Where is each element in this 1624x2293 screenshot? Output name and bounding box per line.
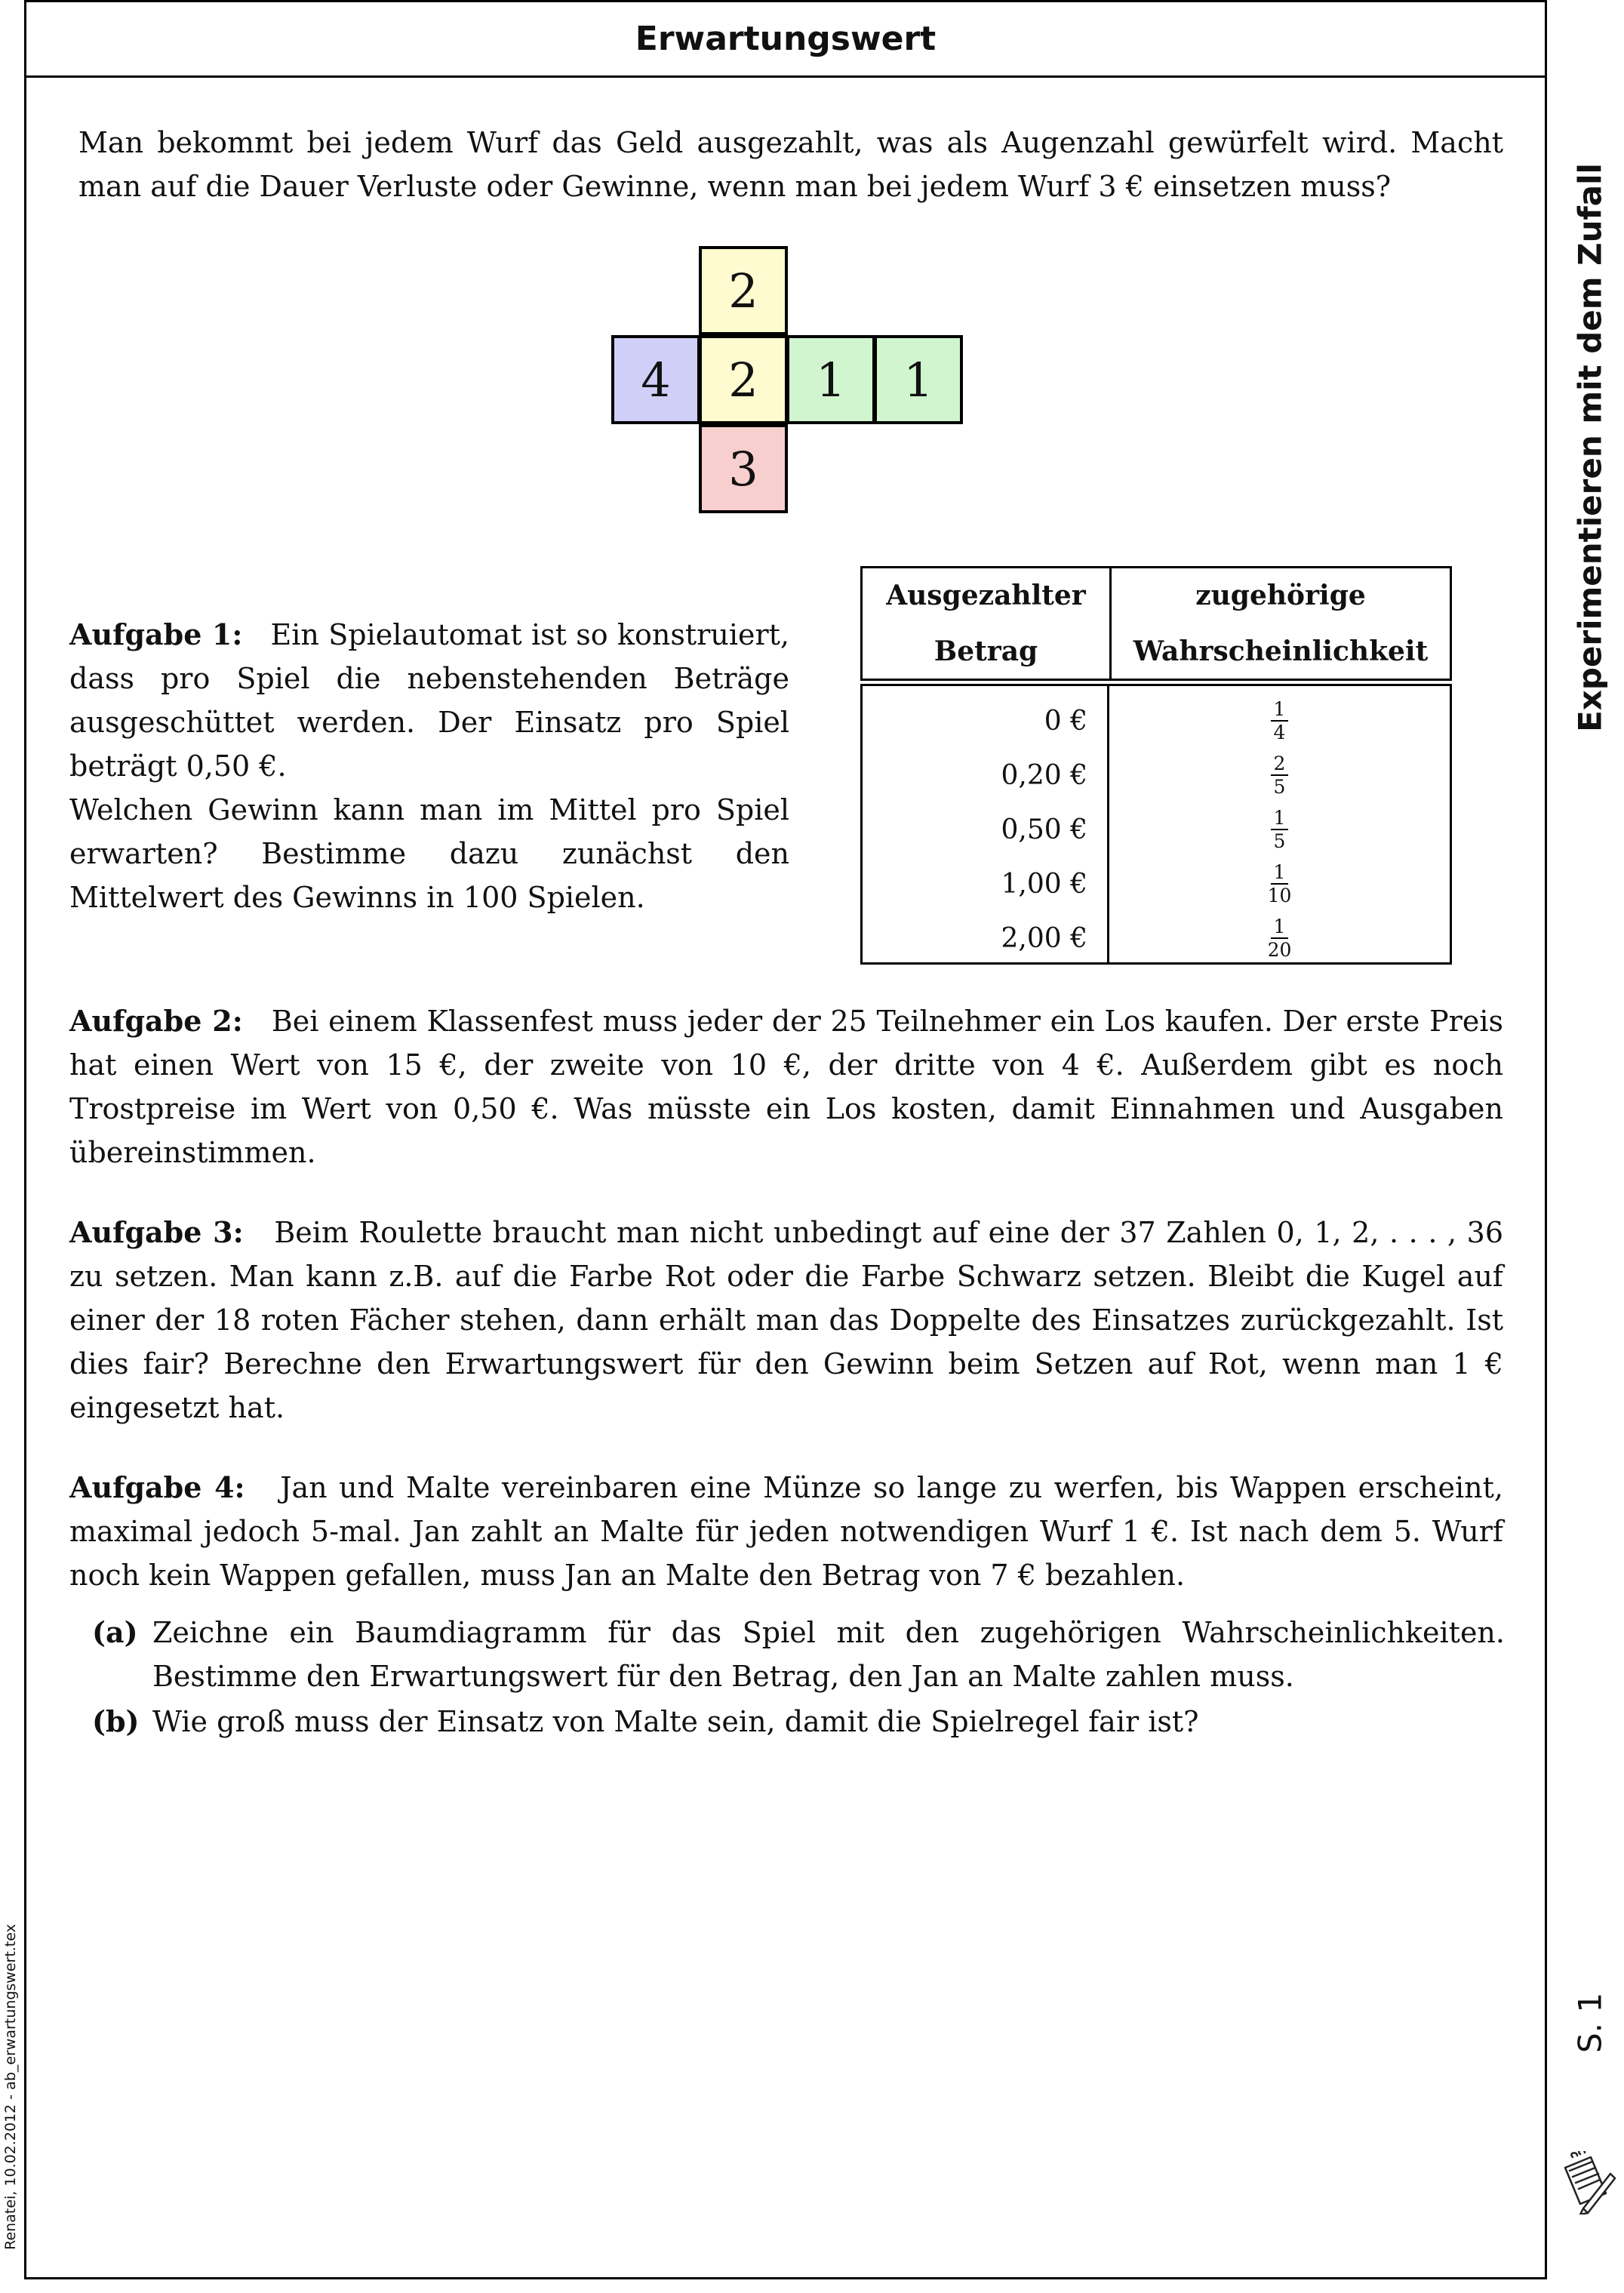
die-face-right2: 1 <box>874 335 963 424</box>
page-number <box>1571 1985 1609 2061</box>
fraction-numerator: 1 <box>1271 808 1289 830</box>
subtask-b-label: (b) <box>92 1704 140 1738</box>
header-amount-line2: Betrag <box>933 636 1038 667</box>
task2-text: Bei einem Klassenfest muss jeder der 25 Teilnehmer ein Los kaufen. Der erste Preis hat einen Wert von 15 €, der zweite von 10 €, der dritte von 4 €. Außerdem gibt es noch Trostpreise im Wert von 0,50 €. Was müsste ein Los kosten, damit Einnahmen und Ausgaben übereinstimmen. <box>69 1005 1503 1169</box>
intro-text: Man bekommt bei jedem Wurf das Geld ausgezahlt, was als Augenzahl gewürfelt wird. Macht man auf die Dauer Verluste oder Gewinne, wenn man bei jedem Wurf 3 € einsetzen muss? <box>78 126 1503 203</box>
task2-paragraph <box>69 999 1503 1174</box>
table-row-probability <box>1109 694 1450 748</box>
task1-text1: Ein Spielautomat ist so konstruiert, dass pro Spiel die nebenstehenden Beträge ausgeschüttet werden. Der Einsatz pro Spiel beträgt 0,50 €. <box>69 618 789 783</box>
page-number-text: S. 1 <box>1571 1992 1609 2054</box>
task1-label: Aufgabe 1: <box>69 617 243 651</box>
table-row-probability <box>1109 911 1450 965</box>
task3-text: Beim Roulette braucht man nicht unbedingt auf eine der 37 Zahlen 0, 1, 2, . . . , 36 zu setzen. Man kann z.B. auf die Farbe Rot oder die Farbe Schwarz setzen. Bleibt die Kugel auf einer der 18 roten Fächer stehen, dann erhält man das Doppelte des Einsatzes zurückgezahlt. Ist dies fair? Berechne den Erwartungswert für den Gewinn beim Setzen auf Rot, wenn man 1 € eingesetzt hat. <box>69 1216 1503 1424</box>
table-row-amount: 0,50 € <box>1001 814 1087 845</box>
fraction-numerator: 1 <box>1271 699 1289 722</box>
intro-paragraph <box>78 121 1503 208</box>
die-face-top: 2 <box>699 246 788 335</box>
table-row-amount: 1,00 € <box>1001 868 1087 900</box>
fraction-denominator: 10 <box>1267 885 1292 906</box>
die-face-left: 4 <box>611 335 700 424</box>
sidebar-title <box>1571 163 1609 732</box>
die-face-bottom: 3 <box>699 424 788 513</box>
file-footer <box>0 1887 21 2287</box>
die-face-right1: 1 <box>786 335 875 424</box>
header-probability-line1: zugehörige <box>1195 580 1366 611</box>
fraction-numerator: 1 <box>1271 862 1289 885</box>
table-row-amount: 0,20 € <box>1001 759 1087 791</box>
table-row-amount: 2,00 € <box>1001 922 1087 954</box>
subtask-a-text: Zeichne ein Baumdiagramm für das Spiel mit den zugehörigen Wahrscheinlichkeiten. Bestimme den Erwartungswert für den Betrag, den Jan an Malte zahlen muss. <box>152 1616 1505 1693</box>
header-amount-line1: Ausgezahlter <box>886 580 1086 611</box>
sidebar-title-text: Experimentieren mit dem Zufall <box>1571 163 1609 732</box>
fraction-denominator: 20 <box>1267 939 1292 961</box>
subtask-b <box>92 1700 1505 1744</box>
payout-table-body <box>860 684 1452 965</box>
fraction-denominator: 4 <box>1273 722 1286 743</box>
table-row-amount: 0 € <box>1044 705 1087 737</box>
die-net <box>608 246 970 518</box>
task1-text2: Welchen Gewinn kann man im Mittel pro Spiel erwarten? Bestimme dazu zunächst den Mittelwert des Gewinns in 100 Spielen. <box>69 793 789 914</box>
task4-subtasks <box>92 1611 1505 1744</box>
table-row-probability <box>1109 748 1450 802</box>
payout-table-header <box>860 566 1452 681</box>
subtask-a-label: (a) <box>92 1615 138 1649</box>
task4-text: Jan und Malte vereinbaren eine Münze so lange zu werfen, bis Wappen erscheint, maximal jedoch 5-mal. Jan zahlt an Malte für jeden notwendigen Wurf 1 €. Ist nach dem 5. Wurf noch kein Wappen gefallen, muss Jan an Malte den Betrag von 7 € bezahlen. <box>69 1471 1503 1592</box>
task4-label: Aufgabe 4: <box>69 1470 245 1504</box>
task1-paragraph <box>69 613 789 919</box>
task3-paragraph <box>69 1211 1503 1430</box>
probability-column <box>1109 686 1450 962</box>
fraction-numerator: 1 <box>1271 916 1289 939</box>
fraction-denominator: 5 <box>1273 830 1286 852</box>
subtask-b-text: Wie groß muss der Einsatz von Malte sein, damit die Spielregel fair ist? <box>152 1705 1199 1738</box>
page-title: Erwartungswert <box>26 2 1545 78</box>
table-row-probability <box>1109 802 1450 857</box>
header-probability <box>1112 568 1450 679</box>
task2-label: Aufgabe 2: <box>69 1004 243 1038</box>
file-footer-text: Renatei, 10.02.2012 - ab_erwartungswert.tex <box>2 1924 19 2250</box>
header-amount <box>863 568 1112 679</box>
task3-label: Aufgabe 3: <box>69 1215 244 1249</box>
table-row-probability <box>1109 857 1450 911</box>
die-face-center: 2 <box>699 335 788 424</box>
amount-column <box>863 686 1109 962</box>
fraction-numerator: 2 <box>1271 753 1289 776</box>
subtask-a <box>92 1611 1505 1698</box>
task4-paragraph <box>69 1466 1503 1597</box>
header-probability-line2: Wahrscheinlichkeit <box>1133 636 1429 667</box>
fraction-denominator: 5 <box>1273 776 1286 798</box>
notepad-pencil-icon <box>1558 2151 1618 2215</box>
